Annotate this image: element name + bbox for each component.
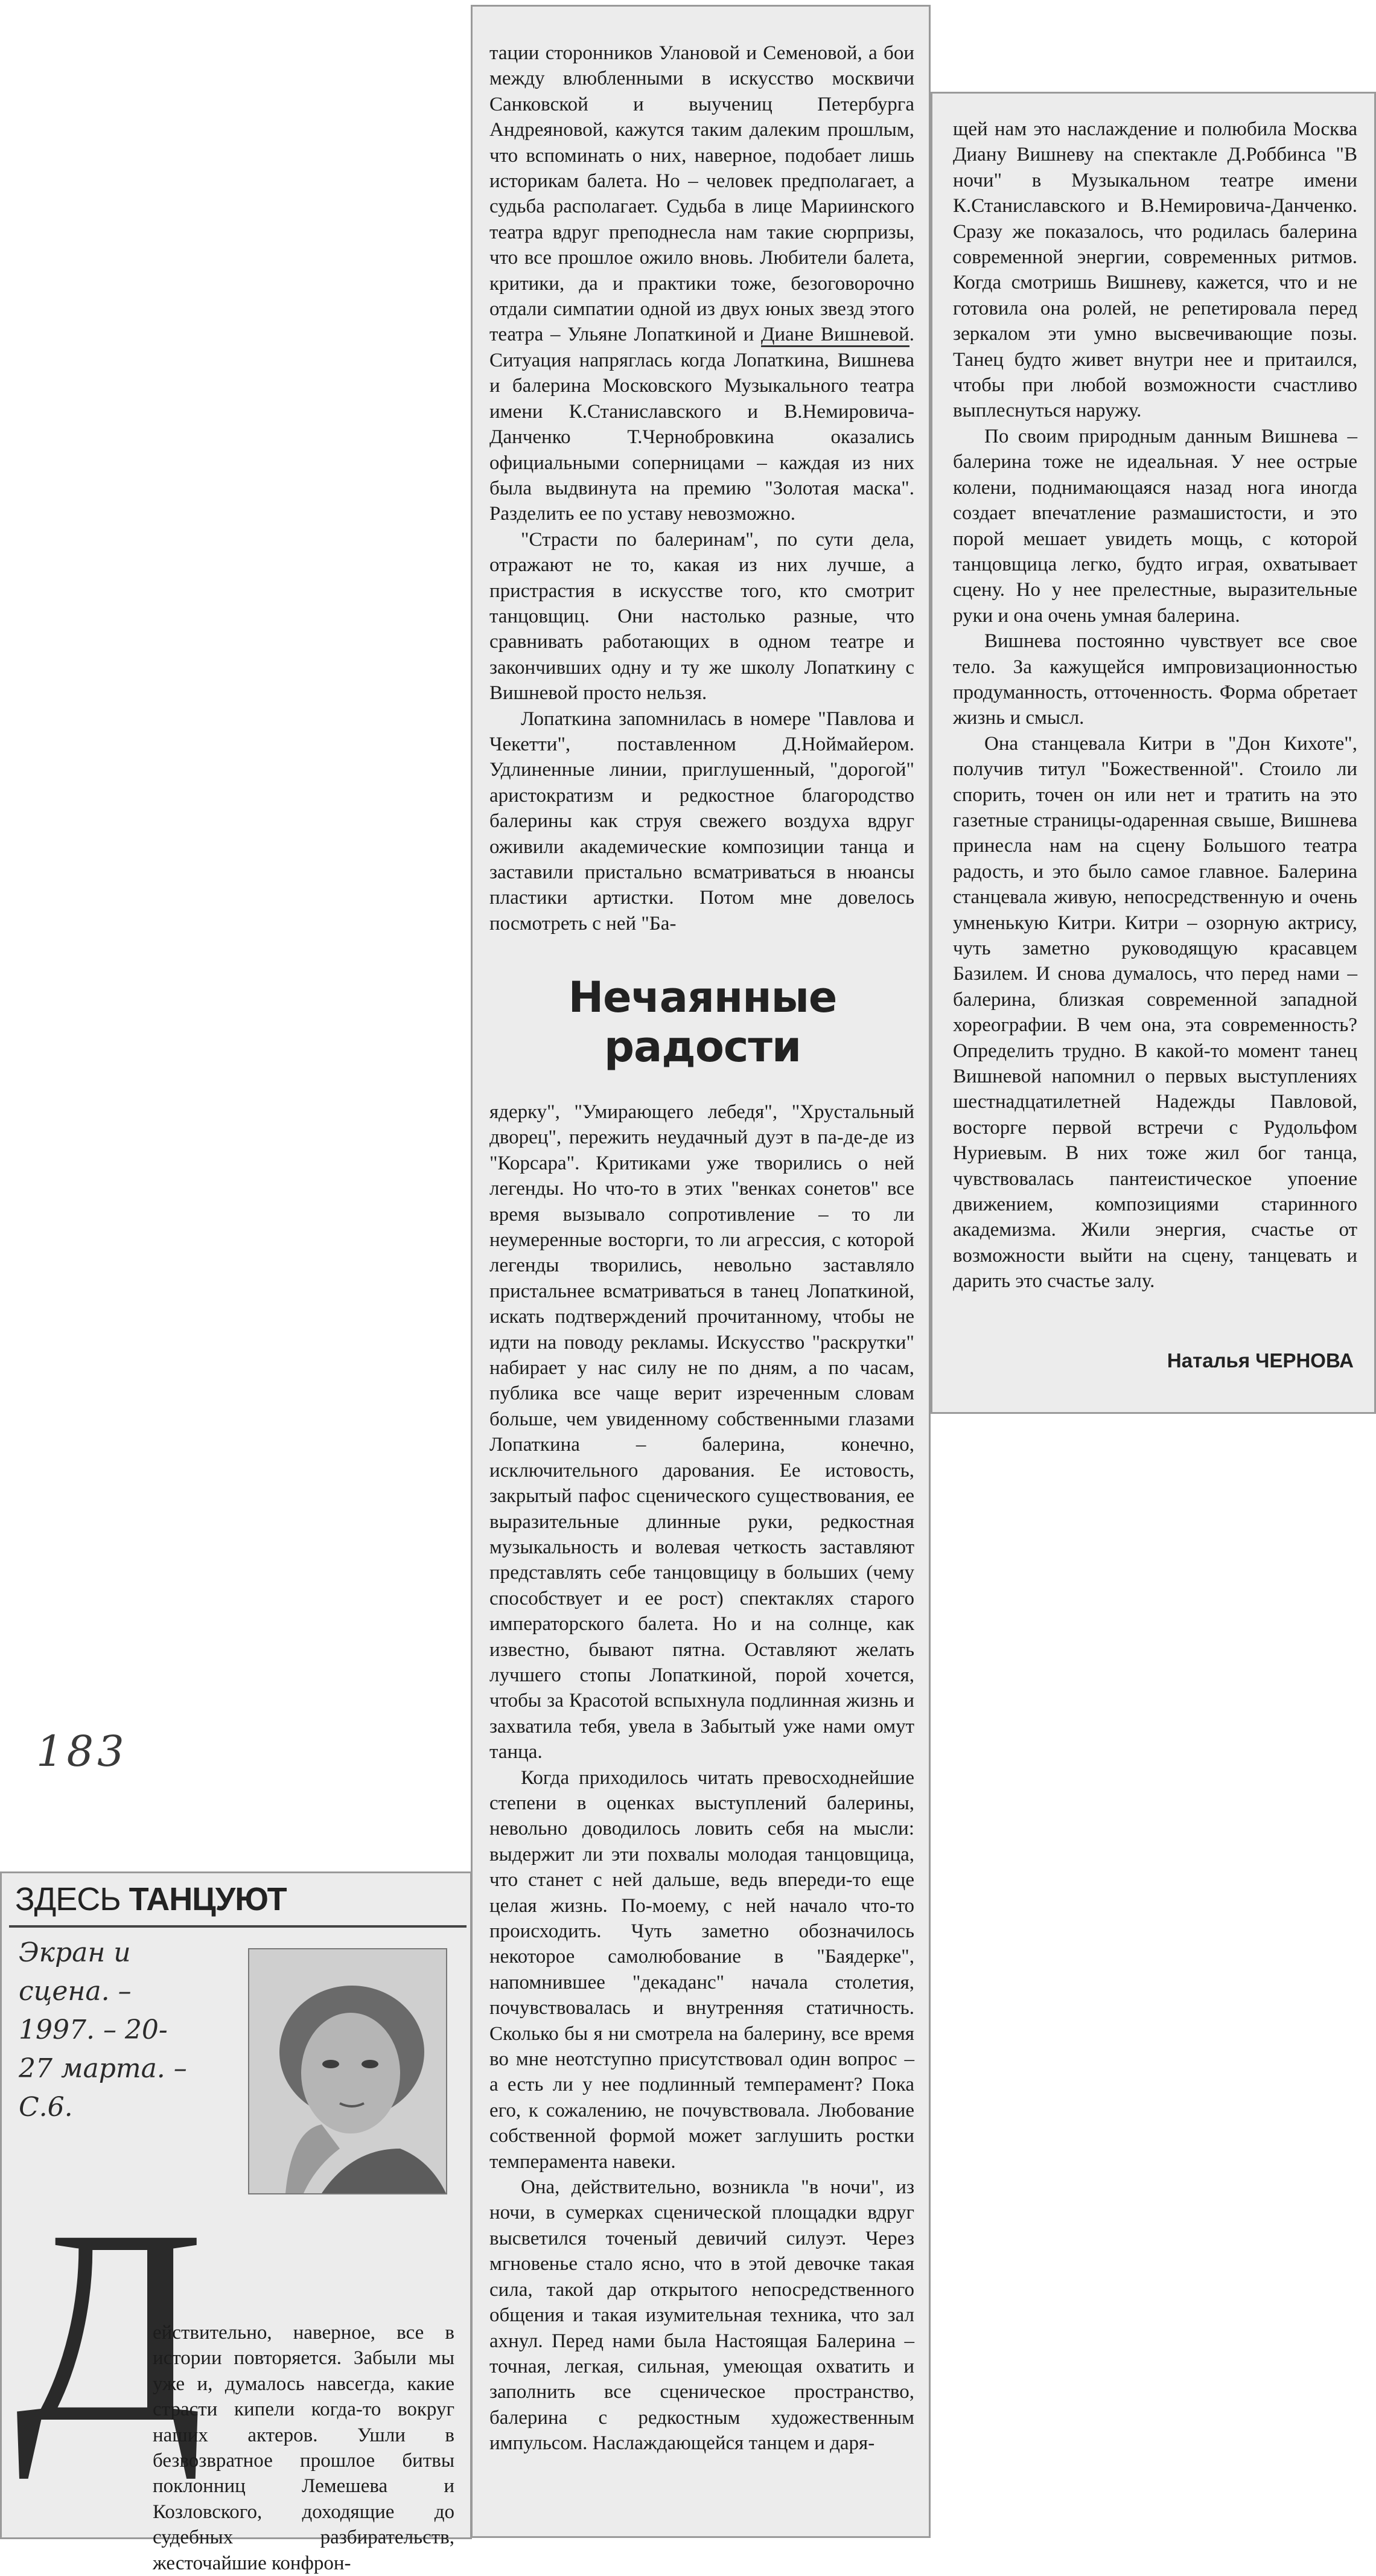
paragraph: тации сторонников Улановой и Семеновой, а бои между влюбленными в искусство москвичи Санковской и выучениц Петербурга Андреяновой, кажутся таким далеким прошлым, что вспоминать о них, наверное, подобает лишь историкам балета. Но – человек предполагает, а судьба располагает. Судьба в лице Мариинского театра вдруг преподнесла нам такие сюрпризы, что все прошлое ожило вновь. Любители балета, критики, да и практики тоже, безоговорочно отдали симпатии одной из двух юных звезд этого театра – Ульяне Лопаткиной и Диане Вишневой. Ситуация напряглась когда Лопаткина, Вишнева и балерина Московского Музыкального театра имени К.Станиславского и В.Немировича-Данченко Т.Чернобровкина оказались официальными соперницами – каждая из них была выдвинута на премию "Золотая маска". Разделить ее по уставу невозможно. bbox=[489, 42, 914, 525]
article-headline bbox=[473, 973, 932, 1072]
right-column-text bbox=[953, 117, 1357, 1294]
paragraph: ядерку", "Умирающего лебедя", "Хрустальный дворец", пережить неудачный дуэт в па-де-де из "Корсара". Критиками уже творились о ней легенды. Но что-то в этих "венках сонетов" все время вызывало сопротивление – то ли неумеренные восторги, то ли агрессия, с которой легенды творились, невольно заставляло пристальнее всматриваться в танец Лопаткиной, искать подтверждений прочитанному, чтобы не идти на поводу рекламы. Искусство "раскрутки" набирает у нас силу не по дням, а по часам, публика все чаще верит изреченным словам больше, чем увиденному собственными глазами Лопаткина – балерина, конечно, исключительного дарования. Ее истовость, закрытый пафос сценического существования, ее выразительные длинные руки, редкостная музыкальность и волевая четкость заставляют представлять себе танцовщицу в больших (чему способствует и ее рост) спектаклях старого императорского балета. Но и на солнце, как известно, бывают пятна. Оставляют желать лучшего стопы Лопаткиной, порой хочется, чтобы за Красотой вспыхнула подлинная жизнь и захватила тебя, увела в Забытый уже нами омут танца. bbox=[489, 1101, 914, 1763]
author-portrait-photo bbox=[248, 1948, 447, 2194]
note-line: Экран и bbox=[19, 1937, 131, 1968]
paragraph: Лопаткина запомнилась в номере "Павлова и Чекетти", поставленном Д.Ноймайером. Удлиненные линии, приглушенный, "дорогой" аристократизм и редкостное благородство балерины как струя свежего воздуха вдруг оживили академические композиции танца и заставили пристально всматриваться в нюансы пластики артистки. Потом мне довелось посмотреть с ней "Ба- bbox=[489, 708, 914, 935]
underlined-name: Диане Вишневой bbox=[761, 324, 909, 347]
paragraph: Она станцевала Китри в "Дон Кихоте", получив титул "Божественной". Стоило ли спорить, точен он или нет и тратить на это газетные страницы-одаренная свыше, Вишнева принесла нам на сцену Большого театра радость, и это было самое главное. Балерина станцевала живую, непосредственную и очень умненькую Китри. Китри – озорную актрису, чуть заметно руководящую красавцем Базилем. И снова думалось, что перед нами – балерина, близкая современной западной хореографии. В чем она, эта современность? Определить трудно. В какой-то момент танец Вишневой напомнил о первых выступлениях шестнадцатилетней Надежды Павловой, восторге первой встречи с Рудольфом Нуриевым. В них тоже жил бог танца, чувствовалась пантеистическое упоение движением, композициями старинного академизма. Жили энергия, счастье от возможности выйти на сцену, танцевать и дарить это счастье залу. bbox=[953, 732, 1357, 1293]
paragraph: "Страсти по балеринам", по сути дела, отражают не то, какая из них лучше, а пристрастия в искусстве того, кто смотрит танцовщиц. Они настолько разные, что сравнивать работающих в одном театре и закончивших одну и ту же школу Лопаткину с Вишневой просто нельзя. bbox=[489, 528, 914, 705]
middle-column-bottom-text bbox=[489, 1099, 914, 2456]
bottom-left-clip bbox=[0, 1871, 472, 2574]
paragraph: ействительно, наверное, все в истории повторяется. Забыли мы уже и, думалось навсегда, какие страсти кипели когда-то вокруг наших актеров. Ушли в безвозвратное прошлое битвы поклонниц Лемешева и Козловского, доходящие до судебных разбирательств, жесточайшие конфрон- bbox=[153, 2322, 454, 2574]
rubric-emphasis: ТАНЦУЮТ bbox=[129, 1881, 287, 1917]
paragraph: Когда приходилось читать превосходнейшие степени в оценках выступлений балерины, невольно доводилось ловить себя на мысли: выдержит ли эти похвалы молодая танцовщица, что станет с ней дальше, ведь впереди-то еще целая жизнь. По-моему, с ней начало что-то происходить. Чуть заметно обозначилось некоторое самолюбование в "Баядерке", напомнившее "декаданс" начала столетия, почувствовалась и внутренняя статичность. Сколько бы я ни смотрела на балерину, все время во мне неотступно присутствовал один вопрос – а есть ли у нее подлинный темперамент? Пока его, к сожалению, не почувствовала. Любование собственной формой может заглушить ростки темперамента навеки. bbox=[489, 1766, 914, 2173]
bottom-left-text bbox=[153, 2320, 454, 2576]
paragraph: По своим природным данным Вишнева – балерина тоже не идеальная. У нее острые колени, поднимающаяся назад нога иногда создает впечатление размашистости, и это порой мешает увидеть мощь, с которой танцовщица легко, будто играя, охватывает сцену. Но у нее прелестные, выразительные руки и она очень умная балерина. bbox=[953, 425, 1357, 627]
paragraph: Она, действительно, возникла "в ночи", из ночи, в сумерках сценической площадки вдруг высветился точеный девичий силуэт. Через мгновенье стало ясно, что в этой девочке такая сила, такой дар открытого непосредственного общения и такая изумительная техника, что зал ахнул. Перед нами была Настоящая Балерина – точная, легкая, сильная, умеющая охватить и заполнить все сценическое пространство, балерина с редкостным художественным импульсом. Наслаждающейся танцем и даря- bbox=[489, 2176, 914, 2455]
handwritten-note bbox=[19, 1934, 187, 2127]
middle-column-top-text bbox=[489, 40, 914, 936]
section-rubric bbox=[15, 1881, 287, 1918]
note-line: сцена. – bbox=[19, 1976, 132, 2007]
headline-line-1: Нечаянные bbox=[568, 973, 837, 1022]
drop-cap-letter: Д bbox=[15, 2172, 205, 2480]
headline-line-2: радости bbox=[604, 1022, 801, 1072]
rubric-prefix: ЗДЕСЬ bbox=[15, 1881, 121, 1917]
paragraph: Вишнева постоянно чувствует все свое тело. За кажущейся импровизационностью продуманность, отточенность. Форма обретает жизнь и смысл. bbox=[953, 630, 1357, 729]
note-line: 27 марта. – bbox=[19, 2053, 187, 2084]
portrait-icon bbox=[249, 1949, 446, 2193]
rubric-rule bbox=[9, 1925, 467, 1928]
right-column-clip bbox=[931, 92, 1376, 1414]
note-line: 1997. – 20- bbox=[19, 2015, 168, 2045]
page-number: 183 bbox=[36, 1727, 128, 1776]
middle-column-clip bbox=[471, 5, 931, 2538]
note-line: С.6. bbox=[19, 2092, 73, 2123]
author-signature: Наталья ЧЕРНОВА bbox=[1167, 1349, 1354, 1372]
paragraph: щей нам это наслаждение и полюбила Москва Диану Вишневу на спектакле Д.Роббинса "В ночи" в Музыкальном театре имени К.Станиславского и В.Немировича-Данченко. Сразу же показалось, что родилась балерина современной энергии, современных ритмов. Когда смотришь Вишневу, кажется, что и не готовила она ролей, не репетировала перед зеркалом эти умно высвечивающие позы. Танец будто живет внутри нее и притаился, чтобы при любой возможности счастливо выплеснуться наружу. bbox=[953, 118, 1357, 422]
